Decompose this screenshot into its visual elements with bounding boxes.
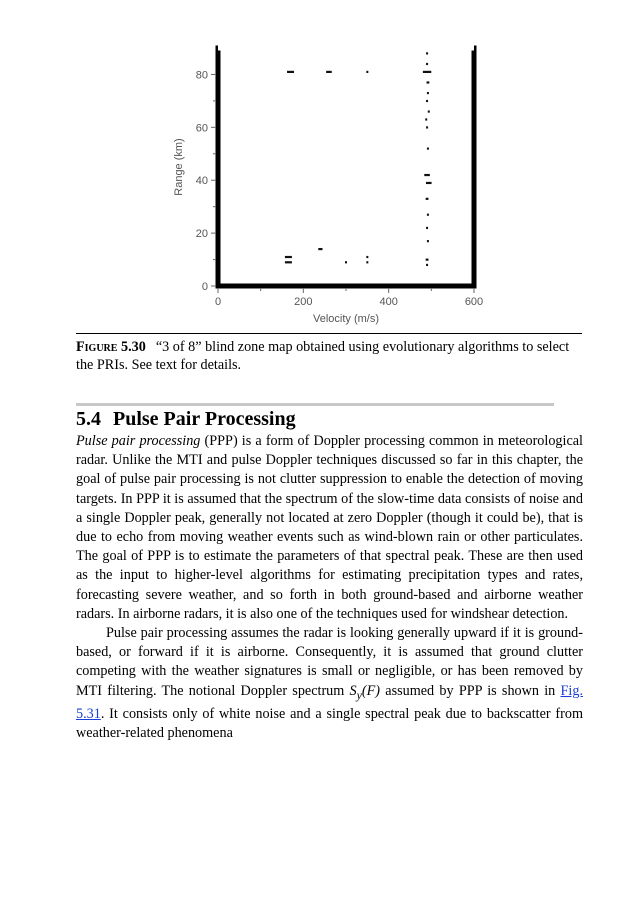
blind-zone-mark: [366, 261, 368, 263]
section-divider: [76, 403, 554, 406]
blind-zone-mark: [366, 71, 368, 73]
blind-zone-mark: [428, 110, 430, 112]
blind-zone-mark: [318, 248, 322, 250]
x-tick-label: 0: [214, 296, 222, 308]
section-heading: [76, 408, 296, 431]
spectrum-symbol-argument: (F): [361, 682, 381, 699]
spectrum-symbol-subscript: y: [356, 687, 362, 702]
figure-caption: [76, 333, 582, 374]
y-tick-label: 80: [195, 69, 208, 82]
blind-zone-mark: [427, 214, 429, 216]
section-number: 5.4: [76, 408, 101, 430]
blind-zone-mark: [345, 261, 347, 263]
blind-zone-mark: [424, 174, 430, 176]
y-tick-label: 40: [195, 175, 208, 188]
blind-zone-mark: [287, 71, 294, 73]
section-title: Pulse Pair Processing: [113, 408, 296, 430]
paragraph-2-text-mid: assumed by PPP is shown in: [380, 682, 561, 699]
x-tick-label: 600: [464, 296, 484, 308]
figure-caption-text: “3 of 8” blind zone map obtained using evolutionary algorithms to select the PRIs. See text for details.: [76, 339, 570, 373]
spectrum-symbol: S: [349, 682, 357, 699]
blind-zone-mark: [425, 118, 427, 120]
paragraph-1-term: Pulse pair processing: [76, 433, 201, 449]
blind-zone-mark: [426, 52, 428, 54]
blind-zone-mark: [423, 71, 431, 73]
section-body: [76, 432, 583, 743]
plot-frame: [218, 48, 474, 286]
blind-zone-mark: [285, 256, 292, 258]
blind-zone-mark: [426, 126, 428, 128]
x-tick-label: 200: [294, 296, 313, 308]
paragraph-2-text-after: . It consists only of white noise and a single spectral peak due to backscatter from weather-related phenomena: [76, 705, 583, 741]
blind-zone-mark: [426, 182, 432, 184]
blind-zone-mark: [426, 264, 428, 266]
blind-zone-map-chart: [160, 40, 500, 330]
paragraph-1-text: (PPP) is a form of Doppler processing common in meteorological radar. Unlike the MTI and pulse Doppler techniques discussed so far in this chapter, the goal of pulse pair processing is not clutter suppression to enable the detection of moving targets. In PPP it is assumed that the spectrum of the slow-time data consists of noise and a single Doppler peak, generally not located at zero Doppler (though it could be), that is due to echo from moving weather events such as wind-blown rain or other particulates. The goal of PPP is to estimate the parameters of that spectral peak. These are then used as the input to higher-level algorithms for estimating precipitation types and rates, forecasting severe weather, and so forth in both ground-based and airborne weather radars. In airborne radars, it is also one of the techniques used for windshear detection.: [76, 433, 583, 622]
blind-zone-mark: [426, 259, 429, 261]
y-tick-label: 20: [195, 228, 208, 241]
y-tick-label: 60: [195, 122, 208, 135]
blind-zone-mark: [285, 261, 292, 263]
y-axis-label: Range (km): [173, 138, 185, 196]
paragraph-2-text-before: Pulse pair processing assumes the radar is looking generally upward if it is ground-based, or forward if it is airborne. Consequently, it is assumed that ground clutter competing with the weather signatures is small or negligible, or has been removed by MTI filtering. The notional Doppler spectrum: [76, 625, 583, 699]
blind-zone-mark: [427, 81, 430, 83]
figure-caption-label: Figure 5.30: [76, 339, 146, 355]
blind-zone-mark: [426, 100, 428, 102]
blind-zone-mark: [426, 63, 428, 65]
x-tick-label: 400: [379, 296, 398, 308]
blind-zone-mark: [427, 147, 429, 149]
paragraph-1: [76, 432, 583, 624]
blind-zone-mark: [426, 227, 428, 229]
y-tick-label: 0: [201, 281, 208, 293]
figure-5-31-link[interactable]: Fig. 5.31: [76, 682, 583, 722]
blind-zone-mark: [427, 92, 429, 94]
blind-zone-figure: [160, 40, 500, 330]
blind-zone-mark: [426, 198, 429, 200]
blind-zone-mark: [326, 71, 332, 73]
x-axis-label: Velocity (m/s): [312, 313, 380, 325]
blind-zone-mark: [366, 256, 368, 258]
paragraph-2: [76, 624, 583, 743]
blind-zone-mark: [427, 240, 429, 242]
